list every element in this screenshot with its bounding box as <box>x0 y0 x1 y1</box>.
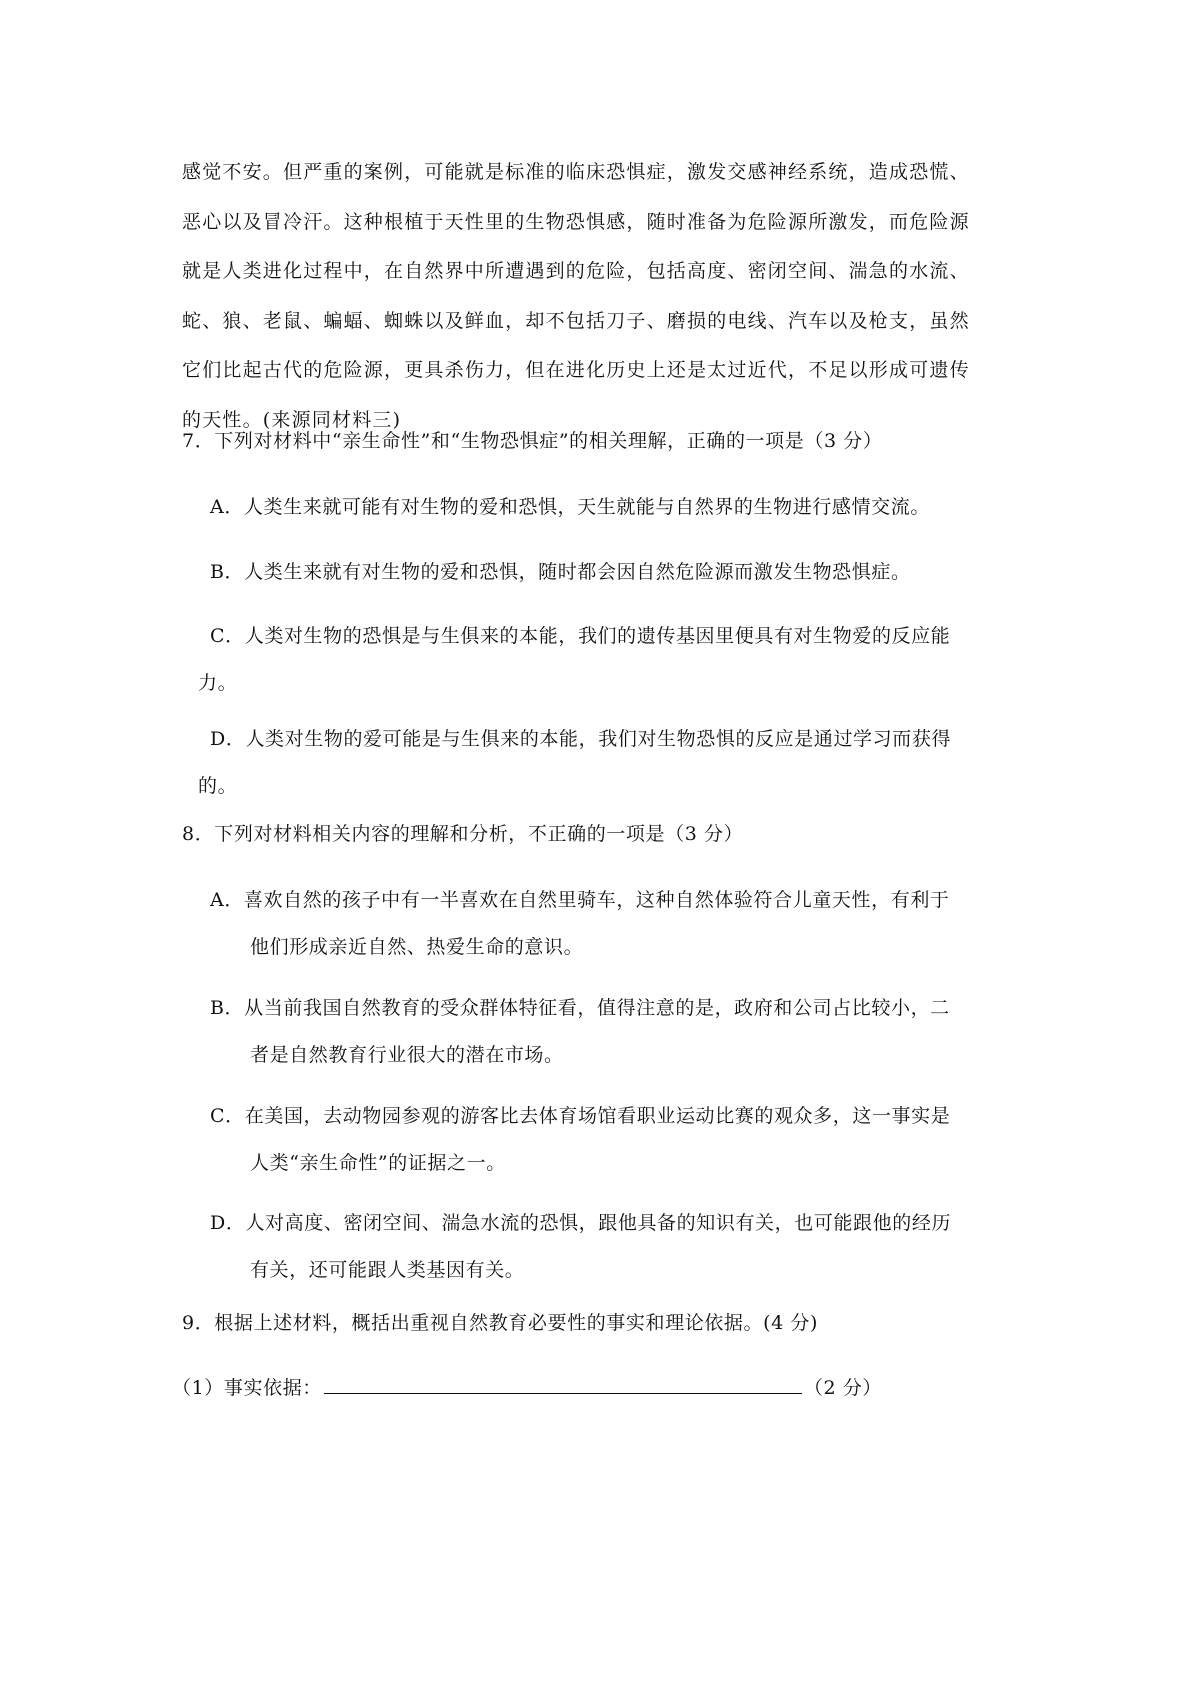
option-letter: C． <box>210 625 245 647</box>
option-text: 人类生来就可能有对生物的爱和恐惧，天生就能与自然界的生物进行感情交流。 <box>243 496 930 518</box>
option-letter: A． <box>210 496 244 518</box>
option-letter: B． <box>210 561 245 583</box>
option-text: 人类对生物的恐惧是与生俱来的本能，我们的遗传基因里便具有对生物爱的反应能 <box>244 625 951 647</box>
reading-passage <box>182 148 1032 445</box>
option-text-continued: 他们形成亲近自然、热爱生命的意识。 <box>250 936 584 958</box>
passage-line: 感觉不安。但严重的案例，可能就是标准的临床恐惧症，激发交感神经系统，造成恐慌、 <box>182 161 970 183</box>
question-7-option-d <box>198 716 1032 810</box>
passage-line: 它们比起古代的危险源，更具杀伤力，但在进化历史上还是太过近代，不足以形成可遗传 <box>182 359 970 381</box>
option-letter: D． <box>210 1212 246 1234</box>
option-text: 喜欢自然的孩子中有一半喜欢在自然里骑车，这种自然体验符合儿童天性，有利于 <box>243 889 950 911</box>
question-9-part-1 <box>172 1373 1022 1400</box>
option-text-continued: 人类“亲生命性”的证据之一。 <box>250 1152 506 1174</box>
option-text: 人类对生物的爱可能是与生俱来的本能，我们对生物恐惧的反应是通过学习而获得 <box>245 728 952 750</box>
question-8-option-a <box>210 877 1032 971</box>
option-letter: C． <box>210 1105 245 1127</box>
part-score: （2 分） <box>803 1377 883 1399</box>
passage-line: 蛇、狼、老鼠、蝙蝠、蜘蛛以及鲜血，却不包括刀子、磨损的电线、汽车以及枪支，虽然 <box>182 309 970 332</box>
option-text: 人类生来就有对生物的爱和恐惧，随时都会因自然危险源而激发生物恐惧症。 <box>244 561 911 583</box>
passage-line: 就是人类进化过程中，在自然界中所遭遇到的危险，包括高度、密闭空间、湍急的水流、 <box>182 260 970 282</box>
question-7-option-a <box>210 484 1032 531</box>
passage-line: 的天性。(来源同材料三) <box>182 408 402 431</box>
option-text-continued: 有关，还可能跟人类基因有关。 <box>250 1259 525 1281</box>
answer-blank-line[interactable] <box>324 1375 802 1394</box>
question-7-option-b <box>210 549 1032 596</box>
option-text-continued: 的。 <box>198 775 238 797</box>
option-text-continued: 者是自然教育行业很大的潜在市场。 <box>250 1044 564 1066</box>
option-text: 从当前我国自然教育的受众群体特征看，值得注意的是，政府和公司占比较小，二 <box>244 997 950 1019</box>
question-8-option-d <box>210 1200 1032 1294</box>
option-letter: A． <box>210 889 244 911</box>
passage-line: 恶心以及冒冷汗。这种根植于天性里的生物恐惧感，随时准备为危险源所激发，而危险源 <box>182 210 970 233</box>
option-text: 在美国，去动物园参观的游客比去体育场馆看职业运动比赛的观众多，这一事实是 <box>244 1105 951 1127</box>
question-9-stem: 9．根据上述材料，概括出重视自然教育必要性的事实和理论依据。(4 分) <box>182 1312 819 1334</box>
part-label: （1）事实依据： <box>172 1377 322 1399</box>
option-text-continued: 力。 <box>198 672 238 694</box>
option-letter: B． <box>210 997 245 1019</box>
question-7-option-c <box>198 613 1032 707</box>
question-8-option-c <box>210 1093 1032 1187</box>
question-7-stem: 7．下列对材料中“亲生命性”和“生物恐惧症”的相关理解，正确的一项是（3 分） <box>182 430 883 452</box>
option-text: 人对高度、密闭空间、湍急水流的恐惧，跟他具备的知识有关，也可能跟他的经历 <box>245 1212 952 1234</box>
question-8-stem: 8．下列对材料相关内容的理解和分析，不正确的一项是（3 分） <box>182 823 744 845</box>
question-8-option-b <box>210 985 1032 1079</box>
option-letter: D． <box>210 728 246 750</box>
